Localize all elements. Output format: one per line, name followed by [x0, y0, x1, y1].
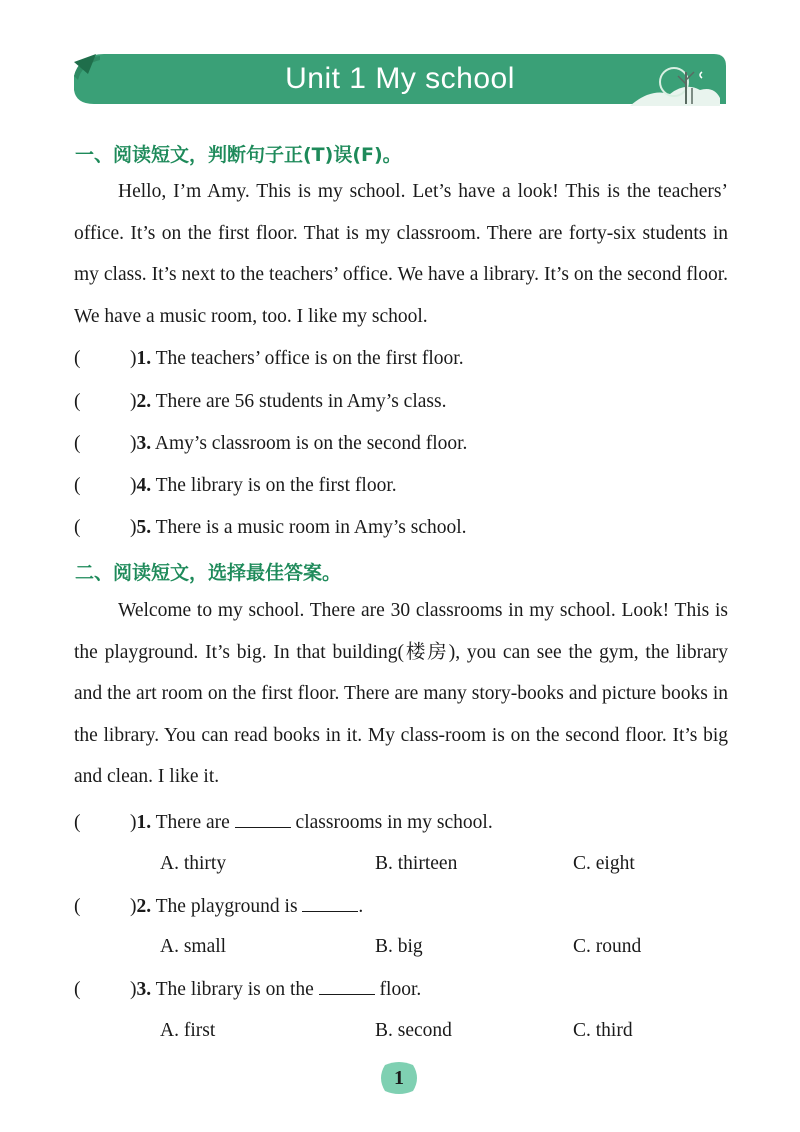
section-1-passage [74, 171, 728, 337]
page-number [379, 1061, 419, 1095]
fill-blank[interactable] [302, 893, 358, 912]
s2-q1-option-c[interactable]: C. eight [573, 853, 635, 874]
unit-title-banner [74, 52, 726, 106]
s2-question-3: ( )3. The library is on the floor. [74, 976, 421, 1002]
s2-q2-option-b[interactable]: B. big [375, 936, 423, 957]
tree-illustration-icon [630, 58, 720, 106]
s1-question-1: ( )1. The teachers’ office is on the first floor. [74, 346, 464, 372]
answer-bracket[interactable]: ( [74, 391, 81, 412]
answer-bracket[interactable]: ( [74, 475, 81, 496]
s2-q3-option-c[interactable]: C. third [573, 1020, 633, 1041]
s2-q2-option-c[interactable]: C. round [573, 936, 642, 957]
s2-q3-option-b[interactable]: B. second [375, 1020, 452, 1041]
section-1-passage-text: Hello, I’m Amy. This is my school. Let’s have a look! This is the teachers’ office. It’s on the first floor. That is my classroom. There are forty-six students in my class. It’s next to the teachers’ office. We have a library. It’s on the second floor. We have a music room, too. I like my school. [74, 181, 728, 327]
fill-blank[interactable] [235, 809, 291, 828]
answer-bracket[interactable]: ( [74, 812, 81, 833]
unit-title: Unit 1 My school [285, 62, 515, 95]
answer-bracket[interactable]: ( [74, 348, 81, 369]
answer-bracket[interactable]: ( [74, 979, 81, 1000]
s2-q1-option-a[interactable]: A. thirty [160, 853, 227, 874]
s2-question-1: ( )1. There are classrooms in my school. [74, 809, 493, 835]
section-2-passage-text: Welcome to my school. There are 30 classrooms in my school. Look! This is the playground. It’s big. In that building(楼房), you can see the gym, the library and the art room on the first floor. There are many story-books and picture books in the library. You can read books in it. My class-room is on the second floor. It’s big and clean. I like it. [74, 600, 728, 787]
answer-bracket[interactable]: ( [74, 517, 81, 538]
section-2-passage [74, 590, 728, 798]
answer-bracket[interactable]: ( [74, 433, 81, 454]
section-1-heading: 一、阅读短文，判断句子正(T)误(F)。 [75, 144, 402, 166]
s1-question-5: ( )5. There is a music room in Amy’s school. [74, 515, 467, 541]
s2-question-2: ( )2. The playground is . [74, 893, 363, 919]
s2-q1-option-b[interactable]: B. thirteen [375, 853, 458, 874]
fill-blank[interactable] [319, 976, 375, 995]
s2-q3-option-a[interactable]: A. first [160, 1020, 216, 1041]
s1-question-3: ( )3. Amy’s classroom is on the second floor. [74, 431, 467, 457]
s1-question-4: ( )4. The library is on the first floor. [74, 473, 397, 499]
s2-q2-option-a[interactable]: A. small [160, 936, 227, 957]
answer-bracket[interactable]: ( [74, 896, 81, 917]
page-number-text: 1 [394, 1067, 404, 1089]
s1-question-2: ( )2. There are 56 students in Amy’s class. [74, 389, 446, 415]
section-2-heading: 二、阅读短文，选择最佳答案。 [75, 562, 342, 584]
